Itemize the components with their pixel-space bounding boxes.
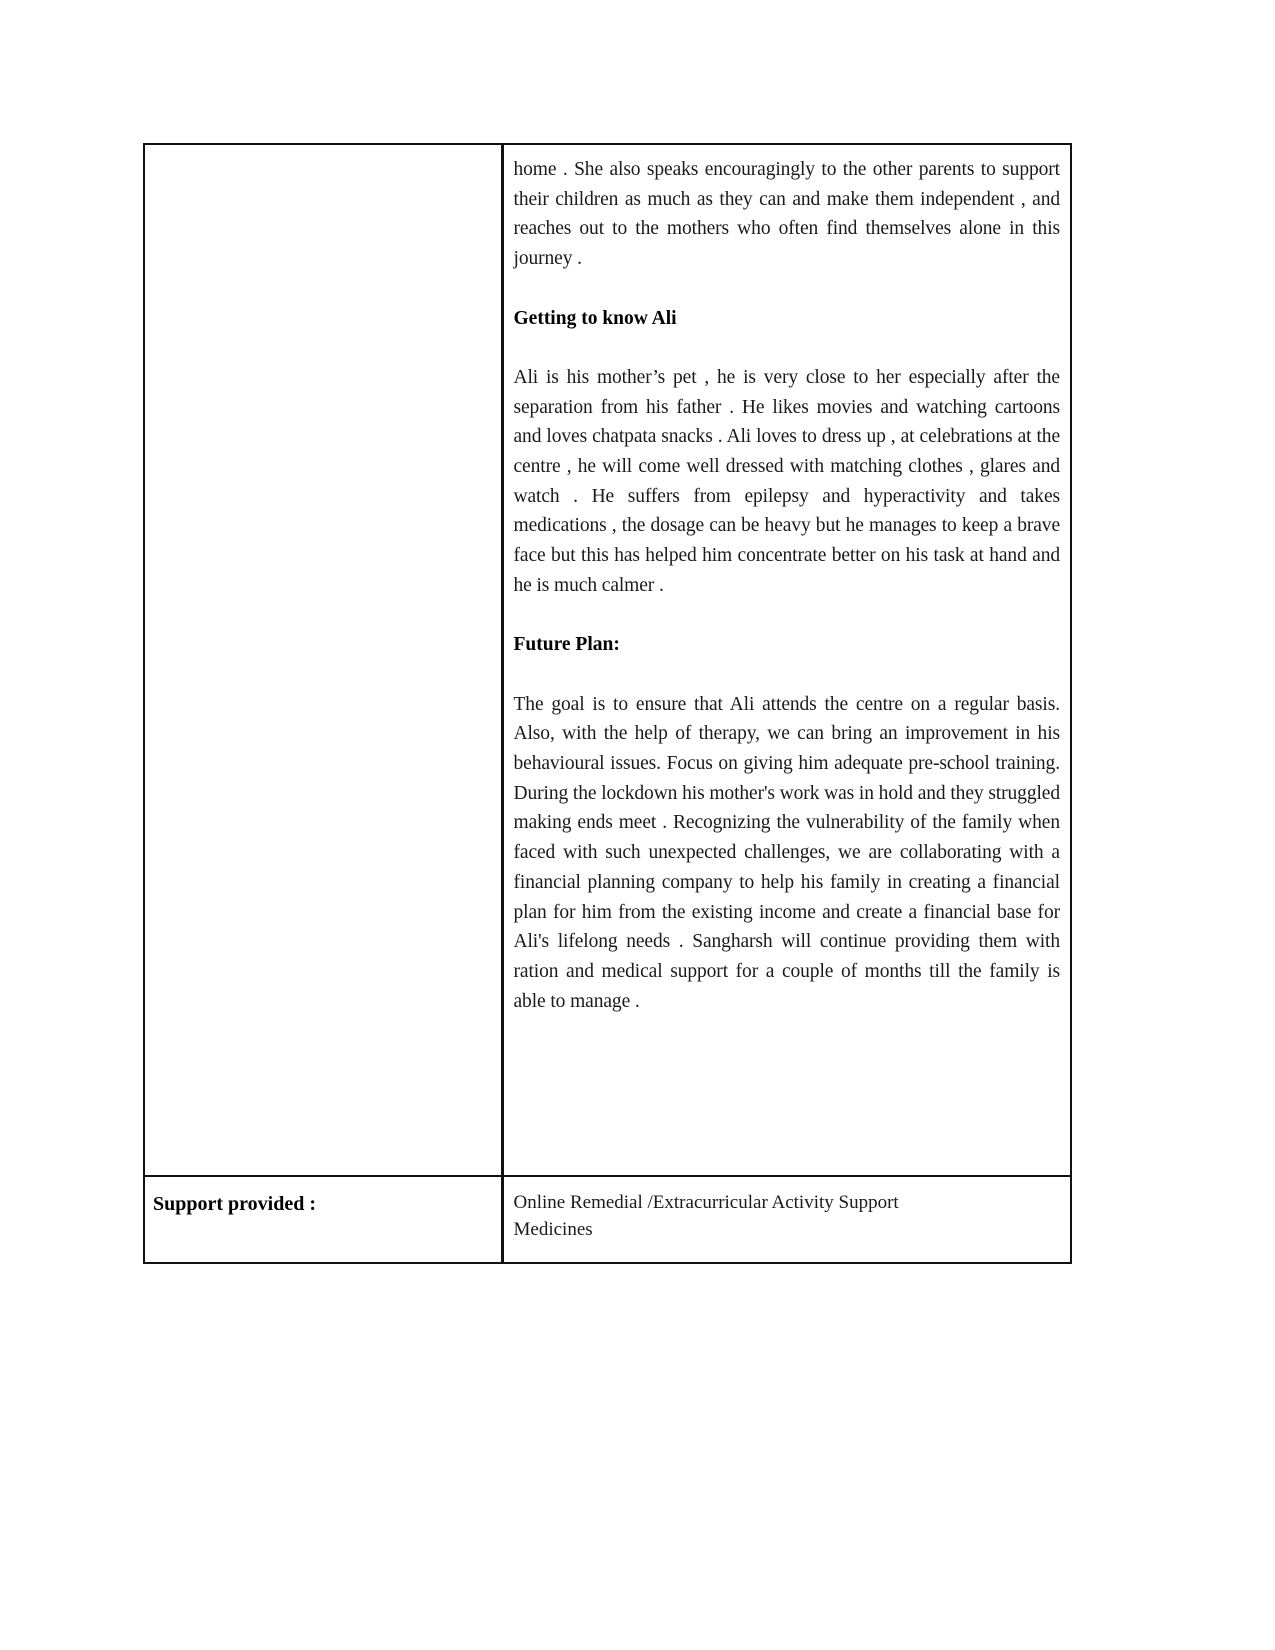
support-provided-label: Support provided :	[153, 1193, 317, 1215]
left-empty-cell	[144, 144, 502, 1176]
table-row-support	[144, 1176, 1071, 1263]
case-study-table	[143, 143, 1072, 1264]
support-item: Online Remedial /Extracurricular Activity Support	[513, 1192, 899, 1213]
support-item: Medicines	[513, 1219, 593, 1240]
section-heading-getting-to-know: Getting to know Ali	[513, 307, 677, 329]
table-row-case-details	[144, 144, 1071, 1176]
support-items-cell	[502, 1176, 1071, 1263]
support-label-cell	[144, 1176, 502, 1263]
case-details-cell	[502, 144, 1071, 1176]
getting-to-know-paragraph: Ali is his mother’s pet , he is very close to her especially after the separation from his father . He likes movies and watching cartoons and loves chatpata snacks . Ali loves to dress up , at celebrations at the centre , he will come well dressed with matching clothes , glares and watch . He suffers from epilepsy and hyperactivity and takes medications , the dosage can be heavy but he manages to keep a brave face but this has helped him concentrate better on his task at hand and he is much calmer .	[513, 366, 1060, 596]
section-heading-future-plan: Future Plan:	[513, 634, 620, 656]
intro-paragraph: home . She also speaks encouragingly to the other parents to support their children as much as they can and make them independent , and reaches out to the mothers who often find themselves alone in this journey .	[513, 159, 1060, 270]
future-plan-paragraph: The goal is to ensure that Ali attends the centre on a regular basis. Also, with the help of therapy, we can bring an improvement in his behavioural issues. Focus on giving him adequate pre-school training. During the lockdown his mother's work was in hold and they struggled making ends meet . Recognizing the vulnerability of the family when faced with such unexpected challenges, we are collaborating with a financial planning company to help his family in creating a financial plan for him from the existing income and create a financial base for Ali's lifelong needs . Sangharsh will continue providing them with ration and medical support for a couple of months till the family is able to manage .	[513, 693, 1060, 1012]
